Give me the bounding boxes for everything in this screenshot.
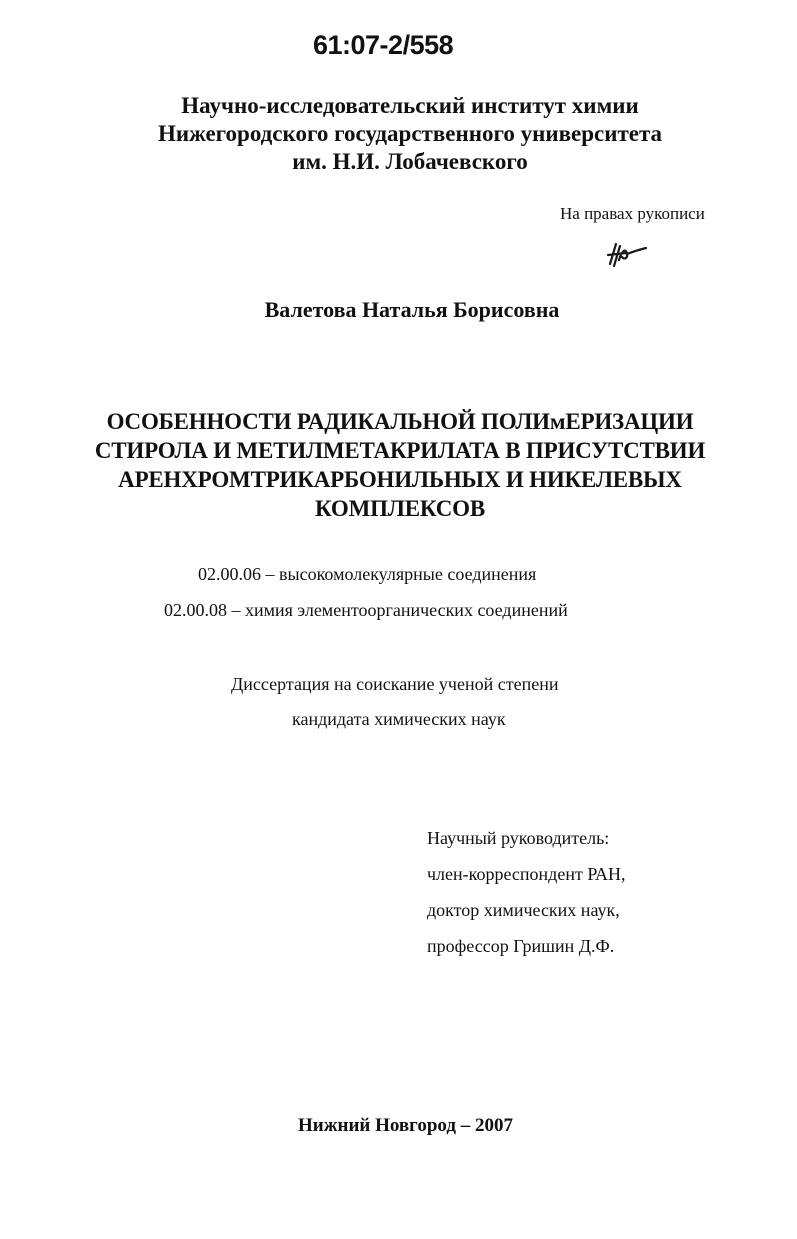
supervisor-line: Научный руководитель: (427, 828, 610, 848)
title-line: КОМПЛЕКСОВ (314, 496, 486, 521)
signature-icon (600, 236, 660, 270)
institute-heading (60, 92, 760, 176)
degree-line: кандидата химических наук (292, 709, 506, 729)
supervisor-line: член-корреспондент РАН, (427, 864, 626, 884)
supervisor-block (427, 820, 626, 964)
author-name: Валетова Наталья Борисовна (264, 297, 560, 322)
city-year: Нижний Новгород – 2007 (298, 1115, 513, 1136)
thesis-title (40, 407, 760, 523)
supervisor-line: профессор Гришин Д.Ф. (427, 936, 615, 956)
supervisor-line: доктор химических наук, (427, 900, 620, 920)
dissertation-line: Диссертация на соискание ученой степени (231, 674, 559, 694)
institute-line: Научно-исследовательский институт химии (181, 93, 639, 118)
rights-note: На правах рукописи (560, 204, 705, 223)
title-line: ОСОБЕННОСТИ РАДИКАЛЬНОЙ ПОЛИмЕРИЗАЦИИ (106, 409, 694, 434)
title-line: АРЕНХРОМТРИКАРБОНИЛЬНЫХ И НИКЕЛЕВЫХ (118, 467, 682, 492)
title-line: СТИРОЛА И МЕТИЛМЕТАКРИЛАТА В ПРИСУТСТВИИ (94, 438, 706, 463)
institute-line: Нижегородского государственного университета (157, 121, 663, 146)
specialty-code: 02.00.06 – высокомолекулярные соединения (198, 564, 537, 584)
registry-code: 61:07-2/558 (313, 30, 454, 60)
specialty-code: 02.00.08 – химия элементоорганических соединений (164, 600, 568, 620)
institute-line: им. Н.И. Лобачевского (292, 149, 528, 174)
